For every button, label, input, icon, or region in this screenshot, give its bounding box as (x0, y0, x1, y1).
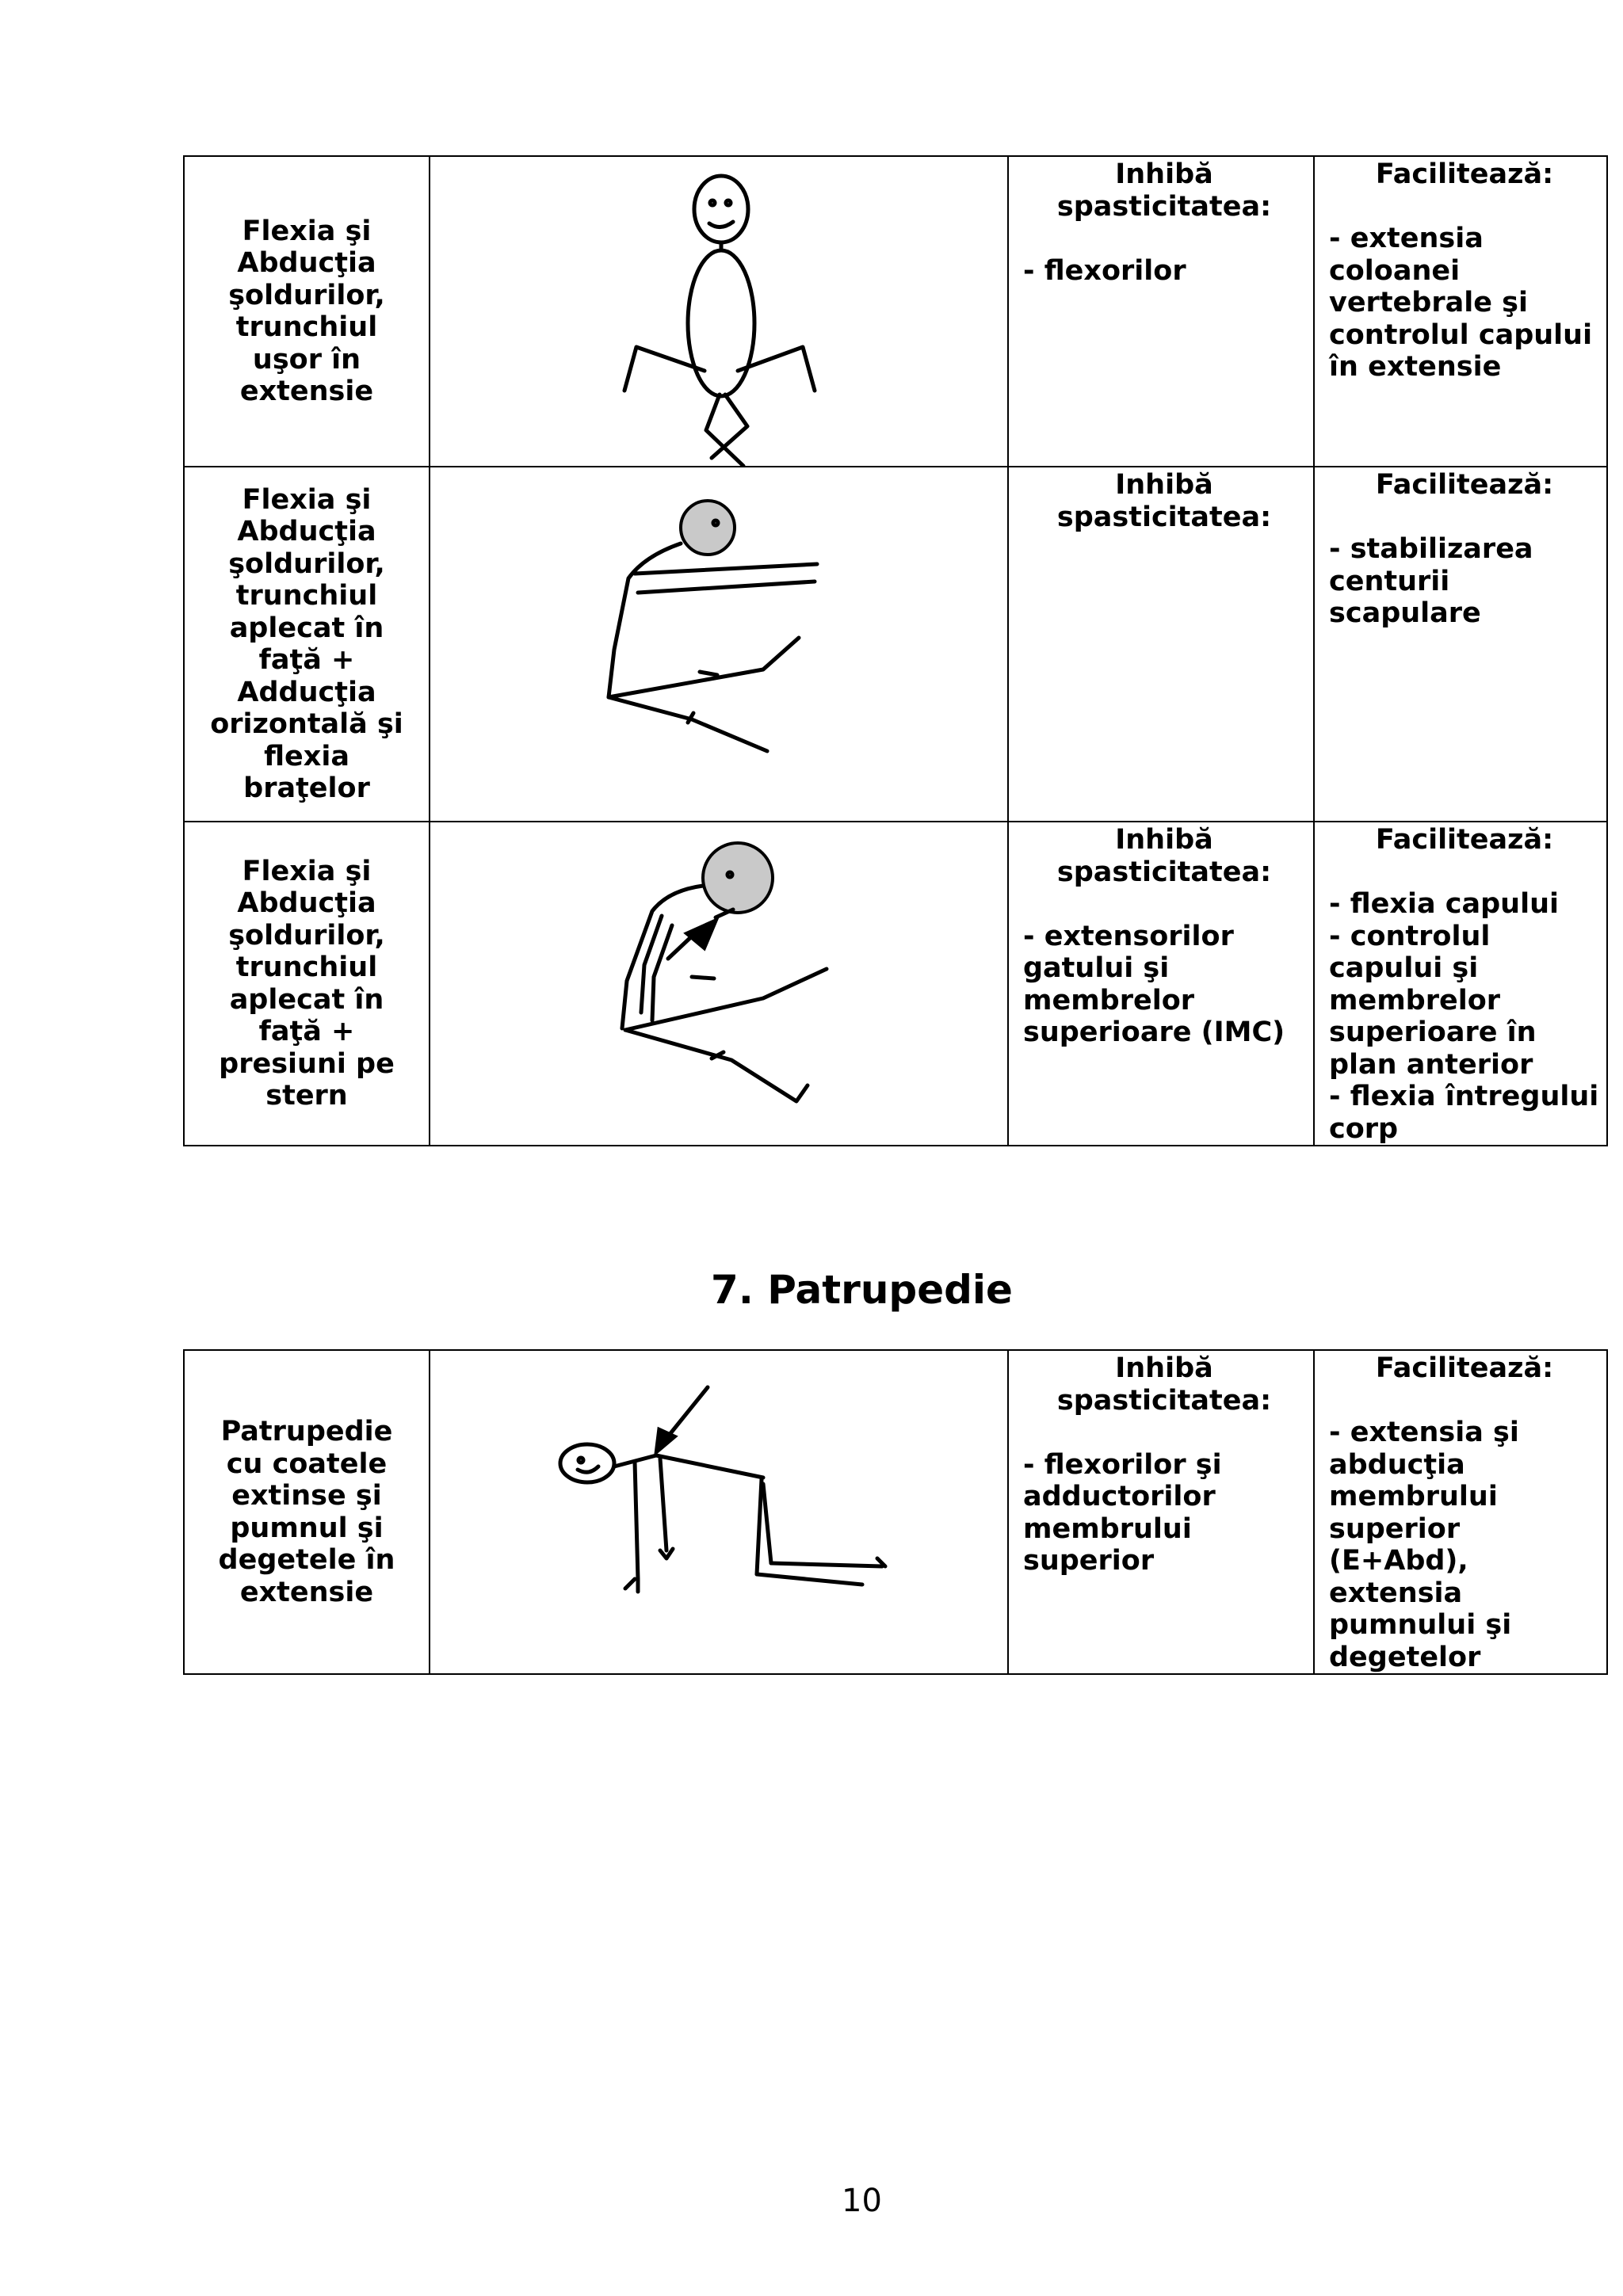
position-label: Flexia şi Abducţia şoldurilor, trunchiul uşor în extensie (228, 215, 385, 407)
exercise-table (183, 1349, 1608, 1675)
facilitates-cell (1314, 467, 1607, 822)
table-row (184, 156, 1607, 467)
inhibits-item: - extensorilor gatului şi membrelor superioare (IMC) (1023, 920, 1285, 1048)
facilitates-item: - controlul capului şi membrelor superioare în plan anterior (1329, 920, 1537, 1081)
inhibits-cell (1008, 156, 1314, 467)
inhibits-cell (1008, 822, 1314, 1146)
position-label: Flexia şi Abducţia şoldurilor, trunchiul aplecat în faţă + presiuni pe stern (219, 855, 395, 1112)
table-row (184, 822, 1607, 1146)
illustration-cell (430, 822, 1008, 1146)
facilitates-heading: Facilitează: (1375, 158, 1554, 190)
illustration-cell (430, 467, 1008, 822)
inhibits-heading: Inhibă spasticitatea: (1056, 824, 1272, 888)
facilitates-heading: Facilitează: (1375, 824, 1554, 856)
inhibits-cell (1008, 1350, 1314, 1674)
inhibits-item: - flexorilor şi adductorilor membrului superior (1023, 1448, 1222, 1577)
facilitates-item: - stabilizarea centurii scapulare (1329, 533, 1533, 629)
facilitates-heading: Facilitează: (1375, 469, 1554, 501)
inhibits-heading: Inhibă spasticitatea: (1056, 469, 1272, 533)
table-row (184, 1350, 1607, 1674)
sternum-pressure-figure (430, 822, 1007, 1144)
quadruped-figure (430, 1351, 1007, 1672)
table-row (184, 467, 1607, 822)
facilitates-cell (1314, 1350, 1607, 1674)
section-title: 7. Patrupedie (711, 1267, 1013, 1313)
position-label: Flexia şi Abducţia şoldurilor, trunchiul aplecat în faţă + Adducţia orizontală şi flexia braţelor (210, 483, 403, 804)
position-label-cell (184, 156, 430, 467)
facilitates-item: - flexia întregului corp (1329, 1081, 1599, 1145)
sitting-extension-figure (430, 157, 1007, 466)
position-label: Patrupedie cu coatele extinse şi pumnul şi degetele în extensie (218, 1416, 395, 1608)
page-number: 10 (842, 2183, 882, 2219)
facilitates-item: - flexia capului (1329, 888, 1560, 920)
inhibits-heading: Inhibă spasticitatea: (1056, 1352, 1272, 1417)
inhibits-item: - flexorilor (1023, 254, 1186, 287)
facilitates-heading: Facilitează: (1375, 1352, 1554, 1384)
facilitates-cell (1314, 822, 1607, 1146)
inhibits-heading: Inhibă spasticitatea: (1056, 158, 1272, 223)
inhibits-cell (1008, 467, 1314, 822)
forward-lean-arms-figure (430, 467, 1007, 821)
position-label-cell (184, 467, 430, 822)
illustration-cell (430, 156, 1008, 467)
position-label-cell (184, 1350, 430, 1674)
facilitates-item: - extensia şi abducţia membrului superior (E+Abd), extensia pumnului şi degetelor (1329, 1417, 1519, 1673)
facilitates-item: - extensia coloanei vertebrale şi controlul capului în extensie (1329, 223, 1593, 383)
facilitates-cell (1314, 156, 1607, 467)
illustration-cell (430, 1350, 1008, 1674)
exercise-table (183, 155, 1608, 1146)
position-label-cell (184, 822, 430, 1146)
